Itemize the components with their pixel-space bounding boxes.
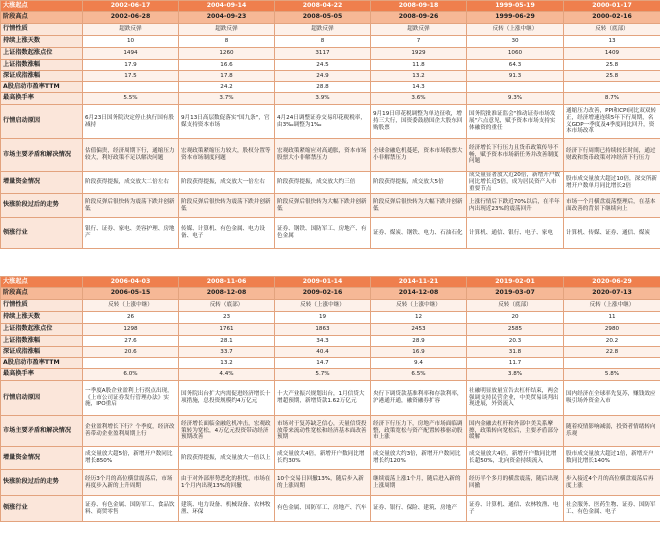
table-cell: 28.1: [179, 336, 275, 347]
row-label: 大涨起点: [1, 277, 83, 288]
table-cell: 2000-02-16: [564, 12, 660, 24]
leading-sectors-row: [1, 218, 660, 249]
table-cell: 1260: [179, 48, 275, 60]
table-cell: 8: [179, 36, 275, 48]
conflict-row: [1, 139, 660, 172]
up-days-row: [1, 36, 660, 48]
table-cell: 1929: [371, 48, 467, 60]
table-cell: 上涨行情后下跌近70%以后，在半年内出现近23%的震荡回升: [467, 194, 564, 218]
table-cell: 27.6: [83, 336, 179, 347]
row-label: 行情性质: [1, 24, 83, 36]
table-cell: 13.2: [371, 71, 467, 82]
table-cell: 建筑、电力设备、机械设备、农林牧渔、环保: [179, 496, 275, 522]
table-cell: 9.3%: [467, 93, 564, 105]
table-cell: [467, 82, 564, 93]
table-cell: 28.8: [275, 82, 371, 93]
table-cell: [564, 358, 660, 369]
table-cell: 6.0%: [83, 369, 179, 381]
table-cell: 2980: [564, 324, 660, 336]
table-cell: 企业盈利增长下行？个季度，经济改善带动企业盈利周期上行: [83, 416, 179, 447]
table-cell: 8.7%: [564, 93, 660, 105]
table-cell: 继续震荡上涨1个月，随后进入新的上涨周期: [371, 470, 467, 496]
table-cell: 1863: [275, 324, 371, 336]
table-cell: 2008-09-26: [371, 12, 467, 24]
row-label: 上证指数涨幅: [1, 60, 83, 71]
table-cell: 2008-04-22: [275, 1, 371, 12]
table-cell: 11.7: [467, 358, 564, 369]
table-cell: 28.9: [371, 336, 467, 347]
table-cell: 25.8: [564, 60, 660, 71]
table-cell: 宏观政策紧缩应对高通胀，资本市场股票大小非解禁压力: [275, 139, 371, 172]
table-cell: 步入接近4个月的高位横盘震荡后再度上涨: [564, 470, 660, 496]
row-label: 持续上涨天数: [1, 36, 83, 48]
after-trend-row: [1, 470, 660, 496]
table-cell: 市场对于复苏缺乏信心，天量信贷投放带来流动性宽松和经济基本面改善预期: [275, 416, 371, 447]
table-cell: 20.6: [83, 347, 179, 358]
table-cell: 一季度A股企业盈利上行拐点出现，《上市公司证券发行管理办法》实施，IPO重启: [83, 381, 179, 416]
table-cell: 9月19日印花税调整为单边征收，增持三大行，国资委鼓励国企大股东回购股票: [371, 105, 467, 139]
row-label: 行情启动原因: [1, 381, 83, 416]
table-cell: 经历半个多月的横盘震荡，随后出现回撤: [467, 470, 564, 496]
table-cell: [564, 82, 660, 93]
table-cell: 传媒、计算机、有色金属、电力设备、电子: [179, 218, 275, 249]
trigger-row: [1, 105, 660, 139]
row-label: 领涨行业: [1, 496, 83, 522]
table-cell: 2002-06-28: [83, 12, 179, 24]
table-cell: 2014-12-08: [371, 288, 467, 300]
row-label: 上证指数起涨点位: [1, 324, 83, 336]
row-label: 大涨起点: [1, 1, 83, 12]
row-label: 深证成指涨幅: [1, 71, 83, 82]
table-cell: 成交量放大4倍，新增开户数同比增长约30%: [275, 447, 371, 470]
table-cell: 随着疫情影响减弱，投资者情绪转向乐观: [564, 416, 660, 447]
table-cell: 22.8: [564, 347, 660, 358]
table-cell: 2002-06-17: [83, 1, 179, 12]
table-cell: 超跌反弹: [179, 24, 275, 36]
table-cell: 1999-05-19: [467, 1, 564, 12]
row-label: A股启动市盈率TTM: [1, 358, 83, 369]
table-cell: 2008-12-08: [179, 288, 275, 300]
incremental-funds-row: [1, 447, 660, 470]
row-label: 增量资金情况: [1, 172, 83, 194]
table-cell: 64.3: [467, 60, 564, 71]
row-label: 上证指数起涨点位: [1, 48, 83, 60]
table-cell: 2008-05-05: [275, 12, 371, 24]
table-cell: 阶段获得提振，成交量放大一倍以上: [179, 447, 275, 470]
table-cell: 国务院出台扩大内需促进经济增长十项措施，总投资规模约4万亿元: [179, 381, 275, 416]
table-cell: 央行下调贷款基准利率和存款利率，沪港通开通，融资融券扩容: [371, 381, 467, 416]
table-cell: 银行、证券、家电、美容护理、房地产: [83, 218, 179, 249]
table-cell: 4月24日调整证券交易印花税税率，由3‰调整为1‰: [275, 105, 371, 139]
table-cell: 3117: [275, 48, 371, 60]
table-cell: 2585: [467, 324, 564, 336]
table-cell: 反转（上涨中继）: [371, 300, 467, 312]
sh-gain-row: [1, 60, 660, 71]
table-cell: 17.5: [83, 71, 179, 82]
table-cell: 计算机、传媒、证券、通信、煤炭: [564, 218, 660, 249]
row-label: 持续上涨天数: [1, 312, 83, 324]
table-cell: 股市成交量放大超过10倍，深交所新增开户数单月同比增长2倍: [564, 172, 660, 194]
table-cell: 社融明显放量宣告去杠杆结束，两会强调支持民营企业，中美贸易谈判出现进展，外资流入: [467, 381, 564, 416]
table-cell: [83, 82, 179, 93]
table-cell: 国务院批准证监会"推动证券市场发展"六点意见，赋予资本市场支持实体融资的重任: [467, 105, 564, 139]
table-cell: 11.8: [371, 60, 467, 71]
row-label: 市场主要矛盾和解决情况: [1, 139, 83, 172]
table-cell: 市场一个月横盘震荡整理后，在基本面改善的背景下继续向上: [564, 194, 660, 218]
rally-comparison-table-bottom: [0, 276, 660, 522]
peak-date-row: [1, 288, 660, 300]
table-cell: 30: [467, 36, 564, 48]
table-cell: 阶段获得提振，成交放大二倍左右: [83, 172, 179, 194]
row-label: 快涨阶段过后的走势: [1, 194, 83, 218]
table-cell: 反转（上涨中继）: [83, 300, 179, 312]
table-cell: 反转（上涨中继）: [564, 300, 660, 312]
table-cell: 反转（底部）: [467, 300, 564, 312]
table-cell: 1761: [179, 324, 275, 336]
table-cell: 经济增长下行压力且货币政策传导不畅，赋予资本市场新任务并改善制度问题: [467, 139, 564, 172]
table-cell: 阶段获得提振，成交放大5倍: [371, 172, 467, 194]
sz-gain-row: [1, 347, 660, 358]
table-cell: 成交量放大超5倍，新增开户数同比增长850%: [83, 447, 179, 470]
table-cell: 23: [179, 312, 275, 324]
table-cell: 31.8: [467, 347, 564, 358]
sh-gain-row: [1, 336, 660, 347]
table-cell: 阶段反弹后很快转为大幅下跌并创新低: [275, 194, 371, 218]
table-cell: 有色金属、国防军工、房地产、汽车: [275, 496, 371, 522]
table-cell: 2009-02-16: [275, 288, 371, 300]
table-cell: 11: [564, 312, 660, 324]
trigger-row: [1, 381, 660, 416]
nature-row: [1, 24, 660, 36]
table-cell: 2020-07-13: [564, 288, 660, 300]
max-turnover-row: [1, 93, 660, 105]
table-cell: 反转（底部）: [564, 24, 660, 36]
table-cell: 证券、煤炭、钢铁、电力、石油石化: [371, 218, 467, 249]
table-cell: 20: [467, 312, 564, 324]
table-cell: 2014-11-21: [371, 277, 467, 288]
row-label: 增量资金情况: [1, 447, 83, 470]
up-days-row: [1, 312, 660, 324]
table-cell: 13.2: [179, 358, 275, 369]
pe-ttm-row: [1, 358, 660, 369]
table-cell: 16.6: [179, 60, 275, 71]
table-cell: 通缩压力改善，PPI和CPI同比双双转正，经济增速连续5年下行周期，名义GDP一季度及4季度同比回升，资本市场改革: [564, 105, 660, 139]
table-cell: 5.5%: [83, 93, 179, 105]
table-cell: 阶段反弹后很快转为震荡下跌并创新低: [83, 194, 179, 218]
sh-start-level-row: [1, 324, 660, 336]
table-cell: 24.9: [275, 71, 371, 82]
row-label: 快涨阶段过后的走势: [1, 470, 83, 496]
table-cell: 3.6%: [371, 93, 467, 105]
sh-start-level-row: [1, 48, 660, 60]
row-label: 阶段高点: [1, 12, 83, 24]
rally-comparison-table-top: [0, 0, 660, 249]
row-label: 深证成指涨幅: [1, 347, 83, 358]
table-cell: 16.9: [371, 347, 467, 358]
table-cell: 24.5: [275, 60, 371, 71]
table-cell: 阶段获得提振，成交放大约三倍: [275, 172, 371, 194]
table-cell: 26: [83, 312, 179, 324]
table-cell: 反转（底部）: [179, 300, 275, 312]
table-cell: 20.3: [467, 336, 564, 347]
nature-row: [1, 300, 660, 312]
table-cell: 19: [275, 312, 371, 324]
table-cell: 17.8: [179, 71, 275, 82]
conflict-row: [1, 416, 660, 447]
table-cell: 成交量显著放大近20倍，新增开户数同比增长近5倍，成为居民资产入市重要节点: [467, 172, 564, 194]
table-cell: 成交量放大约3倍，新增开户数同比增长约120%: [371, 447, 467, 470]
table-cell: 股市成交量放大超过1倍，新增开户数同比增长140%: [564, 447, 660, 470]
row-label: 阶段高点: [1, 288, 83, 300]
row-label: A股启动市盈率TTM: [1, 82, 83, 93]
table-cell: 由于对外部形势恶化的担忧，市场在1个月内出现13%的回撤: [179, 470, 275, 496]
table-cell: 证券、有色金属、国防军工、食品饮料、商贸零售: [83, 496, 179, 522]
table-cell: 33.7: [179, 347, 275, 358]
table-cell: 全球金融危机蔓延，资本市场股票大小非解禁压力: [371, 139, 467, 172]
table-cell: 34.3: [275, 336, 371, 347]
table-cell: 阶段反弹后很快转为大幅下跌并创新低: [371, 194, 467, 218]
table-cell: 2008-11-06: [179, 277, 275, 288]
table-cell: 25.8: [564, 71, 660, 82]
row-label: 行情性质: [1, 300, 83, 312]
table-cell: 超跌反弹: [83, 24, 179, 36]
after-trend-row: [1, 194, 660, 218]
max-turnover-row: [1, 369, 660, 381]
table-cell: 40.4: [275, 347, 371, 358]
table-cell: 3.8%: [467, 369, 564, 381]
table-cell: 1494: [83, 48, 179, 60]
table-cell: 5.7%: [275, 369, 371, 381]
start-date-row: [1, 1, 660, 12]
table-cell: 10: [83, 36, 179, 48]
row-label: 最高换手率: [1, 93, 83, 105]
row-label: 最高换手率: [1, 369, 83, 381]
row-label: 领涨行业: [1, 218, 83, 249]
table-cell: 6月23日国务院决定停止执行国有股减持: [83, 105, 179, 139]
table-cell: 1409: [564, 48, 660, 60]
table-cell: 证券、计算机、通信、农林牧渔、电子: [467, 496, 564, 522]
table-cell: 2006-04-03: [83, 277, 179, 288]
table-cell: 5.8%: [564, 369, 660, 381]
row-label: 市场主要矛盾和解决情况: [1, 416, 83, 447]
table-cell: 3.9%: [275, 93, 371, 105]
table-cell: 计算机、通信、银行、电子、家电: [467, 218, 564, 249]
table-cell: 2019-02-01: [467, 277, 564, 288]
table-cell: 2020-06-29: [564, 277, 660, 288]
table-cell: 14.3: [371, 82, 467, 93]
start-date-row: [1, 277, 660, 288]
table-cell: 2006-05-15: [83, 288, 179, 300]
table-cell: 反转（上涨中继）: [275, 300, 371, 312]
table-cell: 1060: [467, 48, 564, 60]
table-cell: 10个交易日回撤13%，随后步入新的上涨周期: [275, 470, 371, 496]
table-cell: 2004-09-14: [179, 1, 275, 12]
table-cell: 经历3个月的高位横盘震荡后，市场再度步入新的上升周期: [83, 470, 179, 496]
table-cell: 2004-09-23: [179, 12, 275, 24]
row-label: 行情启动原因: [1, 105, 83, 139]
table-cell: 经济下行压力下，房地产市场面临调整，政策宽松与资产配置转移驱动股市上涨: [371, 416, 467, 447]
table-cell: 9月13日高层数促落实"国九条"，官媒支持资本市场: [179, 105, 275, 139]
table-cell: 超跌反弹: [371, 24, 467, 36]
table-cell: 7: [371, 36, 467, 48]
leading-sectors-row: [1, 496, 660, 522]
table-cell: 9.4: [371, 358, 467, 369]
table-cell: 2009-01-14: [275, 277, 371, 288]
table-cell: 成交量放大4倍，新增开户数同比增长超50%，北向资金持续流入: [467, 447, 564, 470]
table-cell: 超跌反弹: [275, 24, 371, 36]
table-cell: 十大产业振兴规划出台，1月信贷大增超预期，新增贷款1.62万亿元: [275, 381, 371, 416]
table-cell: 6.5%: [371, 369, 467, 381]
table-cell: 2019-03-07: [467, 288, 564, 300]
table-cell: 3.7%: [179, 93, 275, 105]
table-cell: 2008-09-18: [371, 1, 467, 12]
incremental-funds-row: [1, 172, 660, 194]
peak-date-row: [1, 12, 660, 24]
table-cell: 经济下行周期已持续较长时间，通过财政和货币政策对冲经济下行压力: [564, 139, 660, 172]
table-cell: 2453: [371, 324, 467, 336]
table-cell: 证券、钢铁、国防军工、房地产、有色金属: [275, 218, 371, 249]
table-cell: 社会服务、医药生物、证券、国防军工、有色金属、电子: [564, 496, 660, 522]
table-cell: 2000-01-17: [564, 1, 660, 12]
sz-gain-row: [1, 71, 660, 82]
table-cell: 8: [275, 36, 371, 48]
table-cell: [83, 358, 179, 369]
table-cell: 4.4%: [179, 369, 275, 381]
table-cell: 国内金融去杠杆和外部中美关系摩擦，政策转向宽松后，主要矛盾部分缓解: [467, 416, 564, 447]
table-cell: 12: [371, 312, 467, 324]
table-cell: 经济增长面临金融危机冲击，宏观政策转为宽松，4万亿元投资带动经济预期改善: [179, 416, 275, 447]
table-cell: 24.2: [179, 82, 275, 93]
pe-ttm-row: [1, 82, 660, 93]
row-label: 上证指数涨幅: [1, 336, 83, 347]
table-cell: 证券、银行、保险、建筑、房地产: [371, 496, 467, 522]
table-cell: 阶段反弹后很快转为震荡下跌并创新低: [179, 194, 275, 218]
table-cell: 14.7: [275, 358, 371, 369]
table-cell: 1999-06-29: [467, 12, 564, 24]
table-cell: 17.9: [83, 60, 179, 71]
table-cell: 宏观政策紧缩压力较大，股权分置等资本市场制度问题: [179, 139, 275, 172]
table-cell: 阶段获得提振，成交放大一倍左右: [179, 172, 275, 194]
table-cell: 国内经济在全球率先复苏，赚钱效应吸引场外资金入市: [564, 381, 660, 416]
table-cell: 估值偏贵，经济周期下行，通缩压力较大，利好政策不足以解决问题: [83, 139, 179, 172]
table-cell: 13: [564, 36, 660, 48]
table-cell: 20.2: [564, 336, 660, 347]
table-cell: 1298: [83, 324, 179, 336]
table-cell: 91.3: [467, 71, 564, 82]
table-cell: 反转（上涨中继）: [467, 24, 564, 36]
